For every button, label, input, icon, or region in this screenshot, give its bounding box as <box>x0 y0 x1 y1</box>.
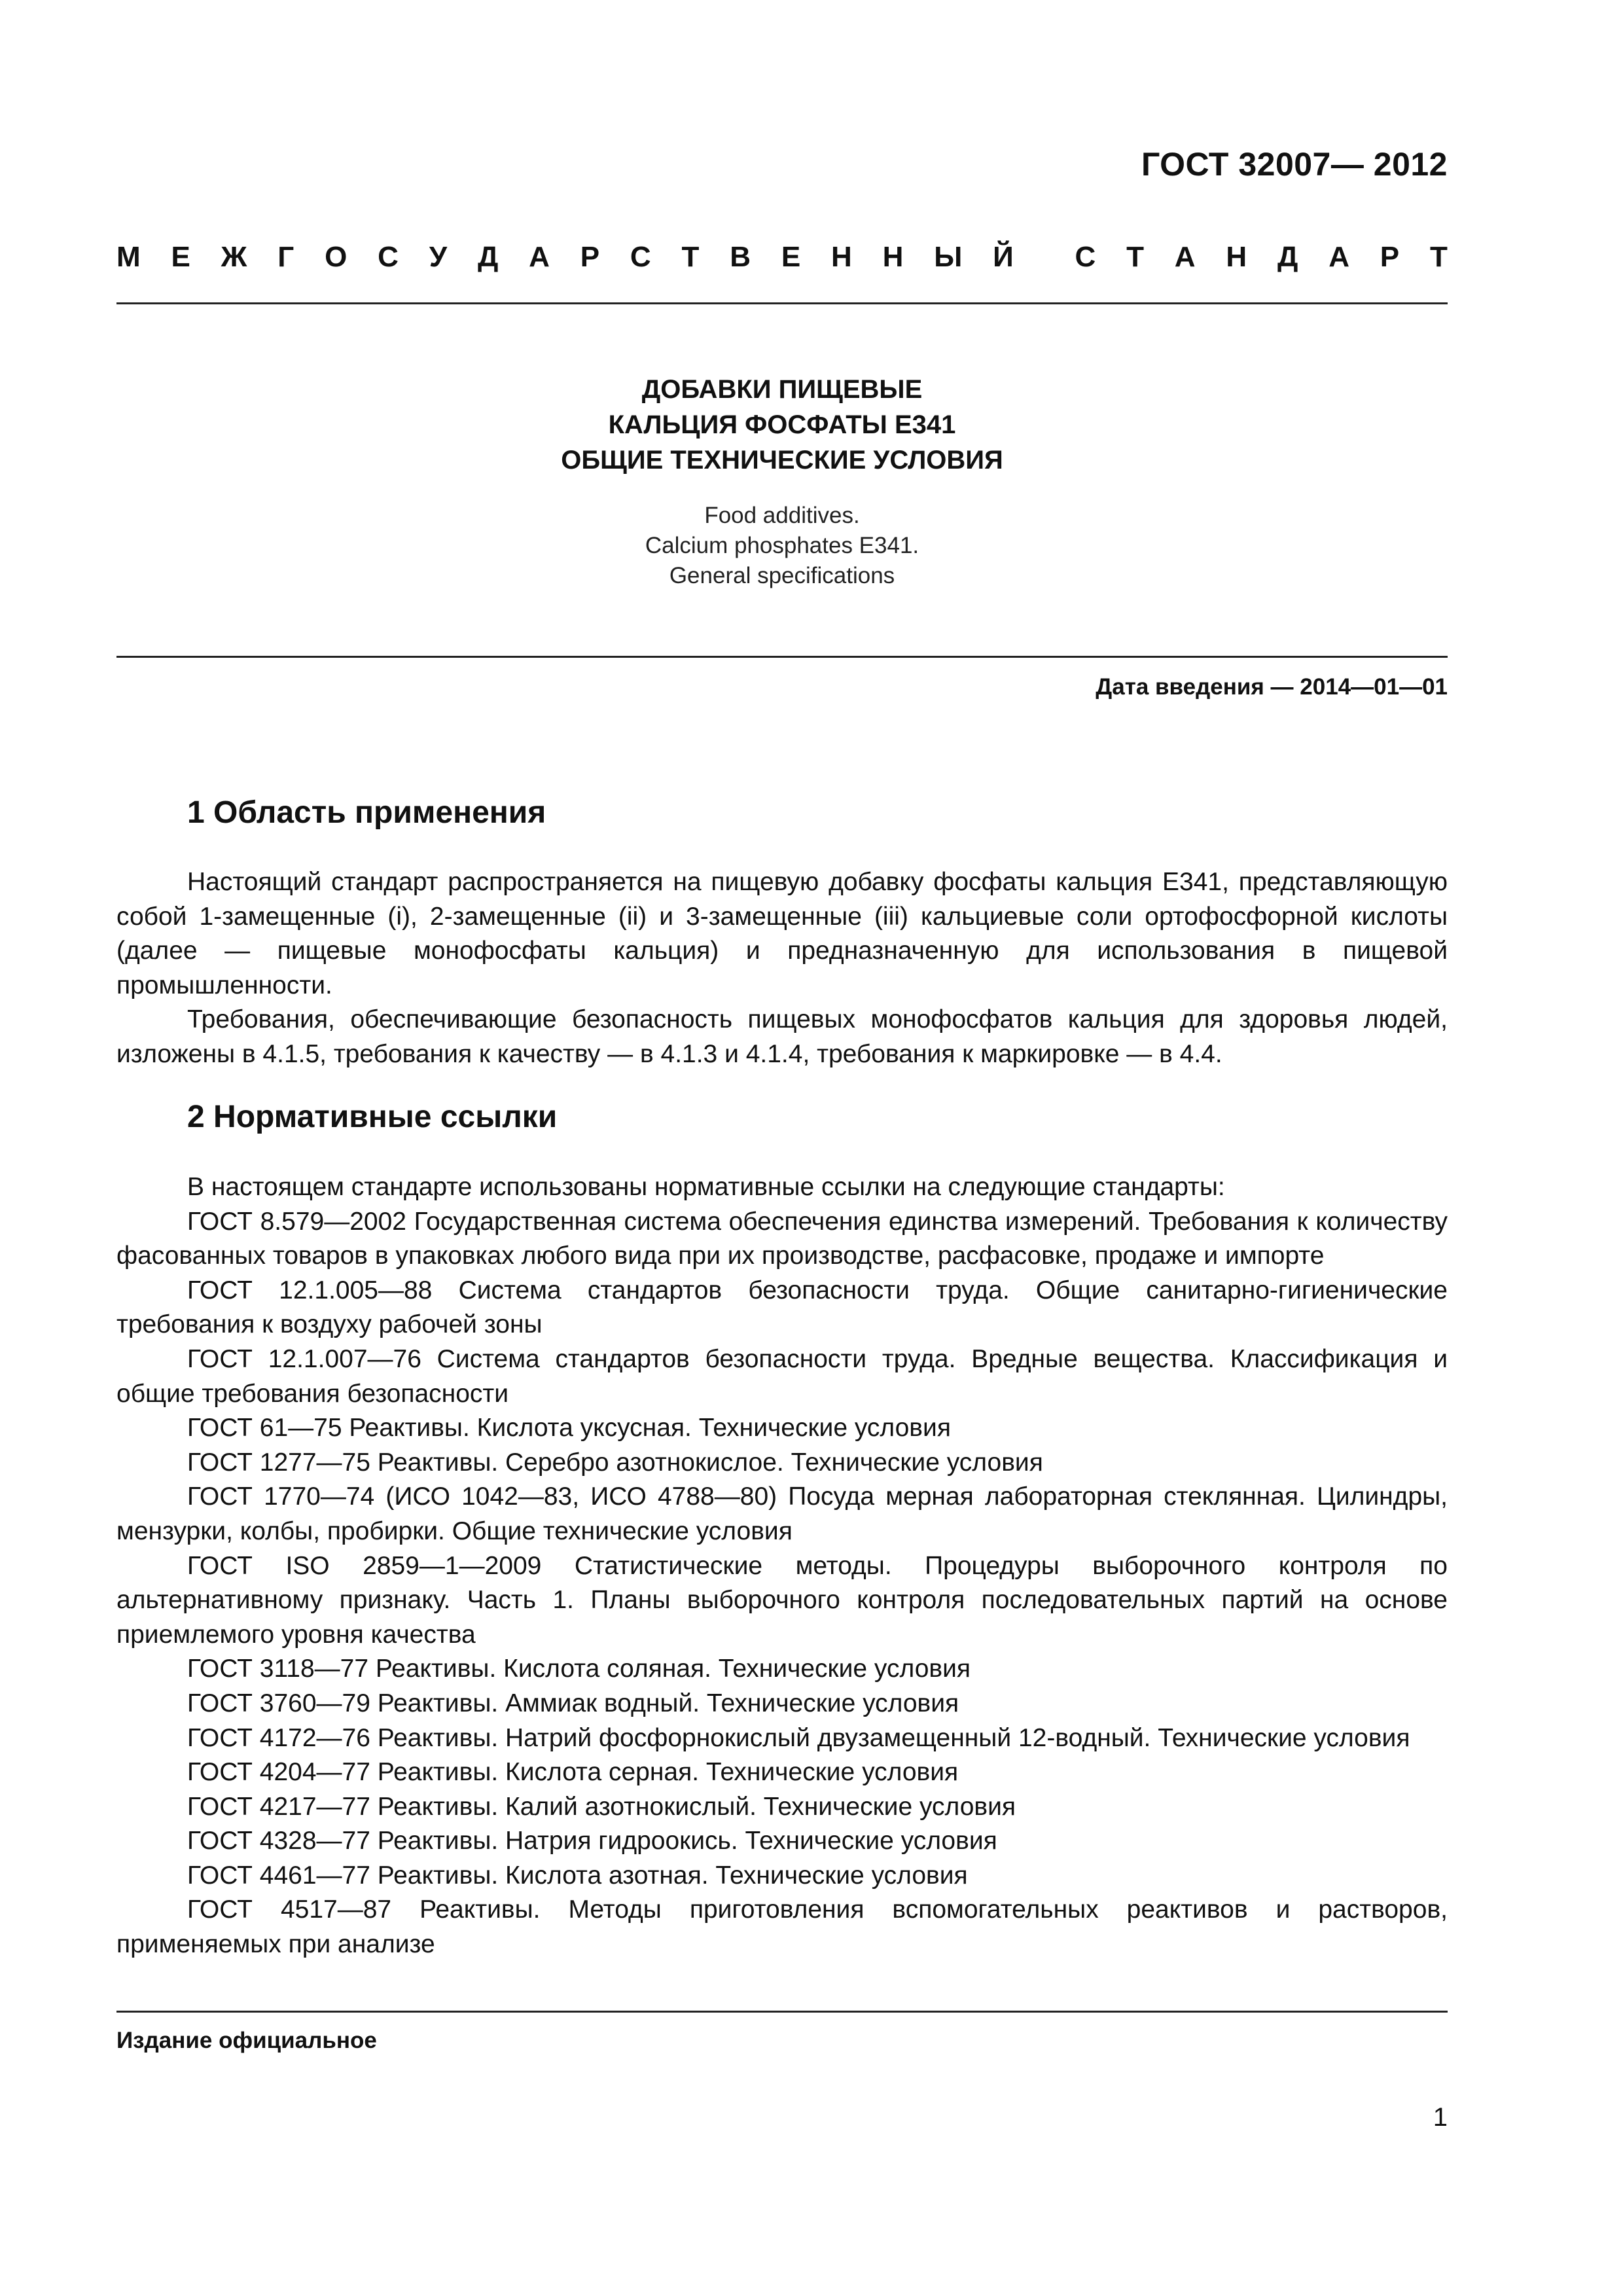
banner-letter: А <box>529 241 550 273</box>
reference-item: ГОСТ 12.1.005—88 Система стандартов безопасности труда. Общие санитарно-гигиенические требования к воздуху рабочей зоны <box>116 1276 1448 1339</box>
reference-item: ГОСТ 4172—76 Реактивы. Натрий фосфорнокислый двузамещенный 12-водный. Технические условия <box>187 1723 1410 1752</box>
reference-item: ГОСТ 4517—87 Реактивы. Методы приготовления вспомогательных реактивов и растворов, применяемых при анализе <box>116 1895 1448 1959</box>
paragraph: Настоящий стандарт распространяется на пищевую добавку фосфаты кальция Е341, представляющую собой 1-замещенные (i), 2-замещенные (ii) и 3-замещенные (iii) кальциевые соли ортофосфорной кислоты (далее — пищевые монофосфаты кальция) и предназначенную для использования в пищевой промышленности. <box>116 868 1448 999</box>
banner-letter: У <box>429 241 448 273</box>
section-1-heading: 1 Область применения <box>187 795 546 830</box>
banner-letter: Н <box>882 241 904 273</box>
title-line: ОБЩИЕ ТЕХНИЧЕСКИЕ УСЛОВИЯ <box>561 446 1003 475</box>
banner-letter: С <box>630 241 651 273</box>
banner-letter: Е <box>781 241 801 273</box>
section-2-heading: 2 Нормативные ссылки <box>187 1100 558 1134</box>
banner-letter: Т <box>1429 241 1448 273</box>
banner-letter: С <box>378 241 399 273</box>
banner-letter: Т <box>681 241 700 273</box>
reference-item: ГОСТ 61—75 Реактивы. Кислота уксусная. Технические условия <box>187 1414 951 1443</box>
banner-letter: С <box>1075 241 1096 273</box>
banner-letter: Н <box>1226 241 1247 273</box>
reference-item: ГОСТ 4328—77 Реактивы. Натрия гидроокись. Технические условия <box>187 1827 997 1856</box>
gost-number: ГОСТ 32007— 2012 <box>1141 146 1448 183</box>
official-edition-label: Издание официальное <box>116 2028 377 2053</box>
banner-letter: А <box>1329 241 1349 273</box>
reference-item: ГОСТ 8.579—2002 Государственная система обеспечения единства измерений. Требования к количеству фасованных товаров в упаковках любого вида при их производстве, расфасовке, продаже и импорте <box>116 1207 1448 1270</box>
page-number: 1 <box>1433 2103 1448 2132</box>
reference-item: ГОСТ 3760—79 Реактивы. Аммиак водный. Технические условия <box>187 1689 959 1717</box>
subtitle-line: Calcium phosphates E341. <box>645 533 919 558</box>
banner-letter: Е <box>171 241 190 273</box>
interstate-standard-banner <box>116 241 1448 274</box>
banner-letter: Д <box>477 241 499 273</box>
title-divider <box>116 656 1448 658</box>
banner-letter: Ж <box>221 241 247 273</box>
reference-item: ГОСТ 4461—77 Реактивы. Кислота азотная. Технические условия <box>187 1861 968 1890</box>
reference-item: ГОСТ 4204—77 Реактивы. Кислота серная. Технические условия <box>187 1758 959 1787</box>
banner-letter: О <box>325 241 348 273</box>
title-line: КАЛЬЦИЯ ФОСФАТЫ Е341 <box>608 410 956 439</box>
top-divider <box>116 302 1448 304</box>
document-title-ru <box>116 372 1448 478</box>
banner-letter: Й <box>993 241 1014 273</box>
banner-letter: В <box>730 241 751 273</box>
introduction-date: Дата введения — 2014—01—01 <box>1096 674 1448 700</box>
paragraph: Требования, обеспечивающие безопасность пищевых монофосфатов кальция для здоровья людей, изложены в 4.1.5, требования к качеству — в 4.1.3 и 4.1.4, требования к маркировке — в 4.4. <box>116 1005 1448 1068</box>
banner-letter: М <box>116 241 141 273</box>
banner-letter: Ы <box>934 241 963 273</box>
banner-letter: Р <box>1380 241 1400 273</box>
banner-letter: Д <box>1277 241 1298 273</box>
reference-item: ГОСТ ISO 2859—1—2009 Статистические методы. Процедуры выборочного контроля по альтернативному признаку. Часть 1. Планы выборочного контроля последовательных партий на основе приемлемого уровня качества <box>116 1551 1448 1649</box>
title-line: ДОБАВКИ ПИЩЕВЫЕ <box>641 375 923 404</box>
reference-item: ГОСТ 1277—75 Реактивы. Серебро азотнокислое. Технические условия <box>187 1448 1043 1477</box>
reference-item: ГОСТ 12.1.007—76 Система стандартов безопасности труда. Вредные вещества. Классификация и общие требования безопасности <box>116 1344 1448 1408</box>
reference-item: ГОСТ 1770—74 (ИСО 1042—83, ИСО 4788—80) Посуда мерная лабораторная стеклянная. Цилиндры, мензурки, колбы, пробирки. Общие технические условия <box>116 1482 1448 1545</box>
banner-letter: Т <box>1126 241 1144 273</box>
banner-letter: Р <box>580 241 600 273</box>
subtitle-line: General specifications <box>669 563 895 588</box>
banner-letter: Н <box>831 241 852 273</box>
section-2-body <box>116 1170 1448 1962</box>
banner-letter: А <box>1174 241 1196 273</box>
reference-item: ГОСТ 3118—77 Реактивы. Кислота соляная. Технические условия <box>187 1655 971 1683</box>
subtitle-line: Food additives. <box>704 503 860 528</box>
banner-letter: Г <box>277 241 294 273</box>
footer-divider <box>116 2011 1448 2013</box>
reference-item: ГОСТ 4217—77 Реактивы. Калий азотнокислый. Технические условия <box>187 1792 1016 1821</box>
document-title-en <box>116 501 1448 591</box>
section-1-body <box>116 865 1448 1072</box>
paragraph: В настоящем стандарте использованы нормативные ссылки на следующие стандарты: <box>187 1173 1225 1201</box>
